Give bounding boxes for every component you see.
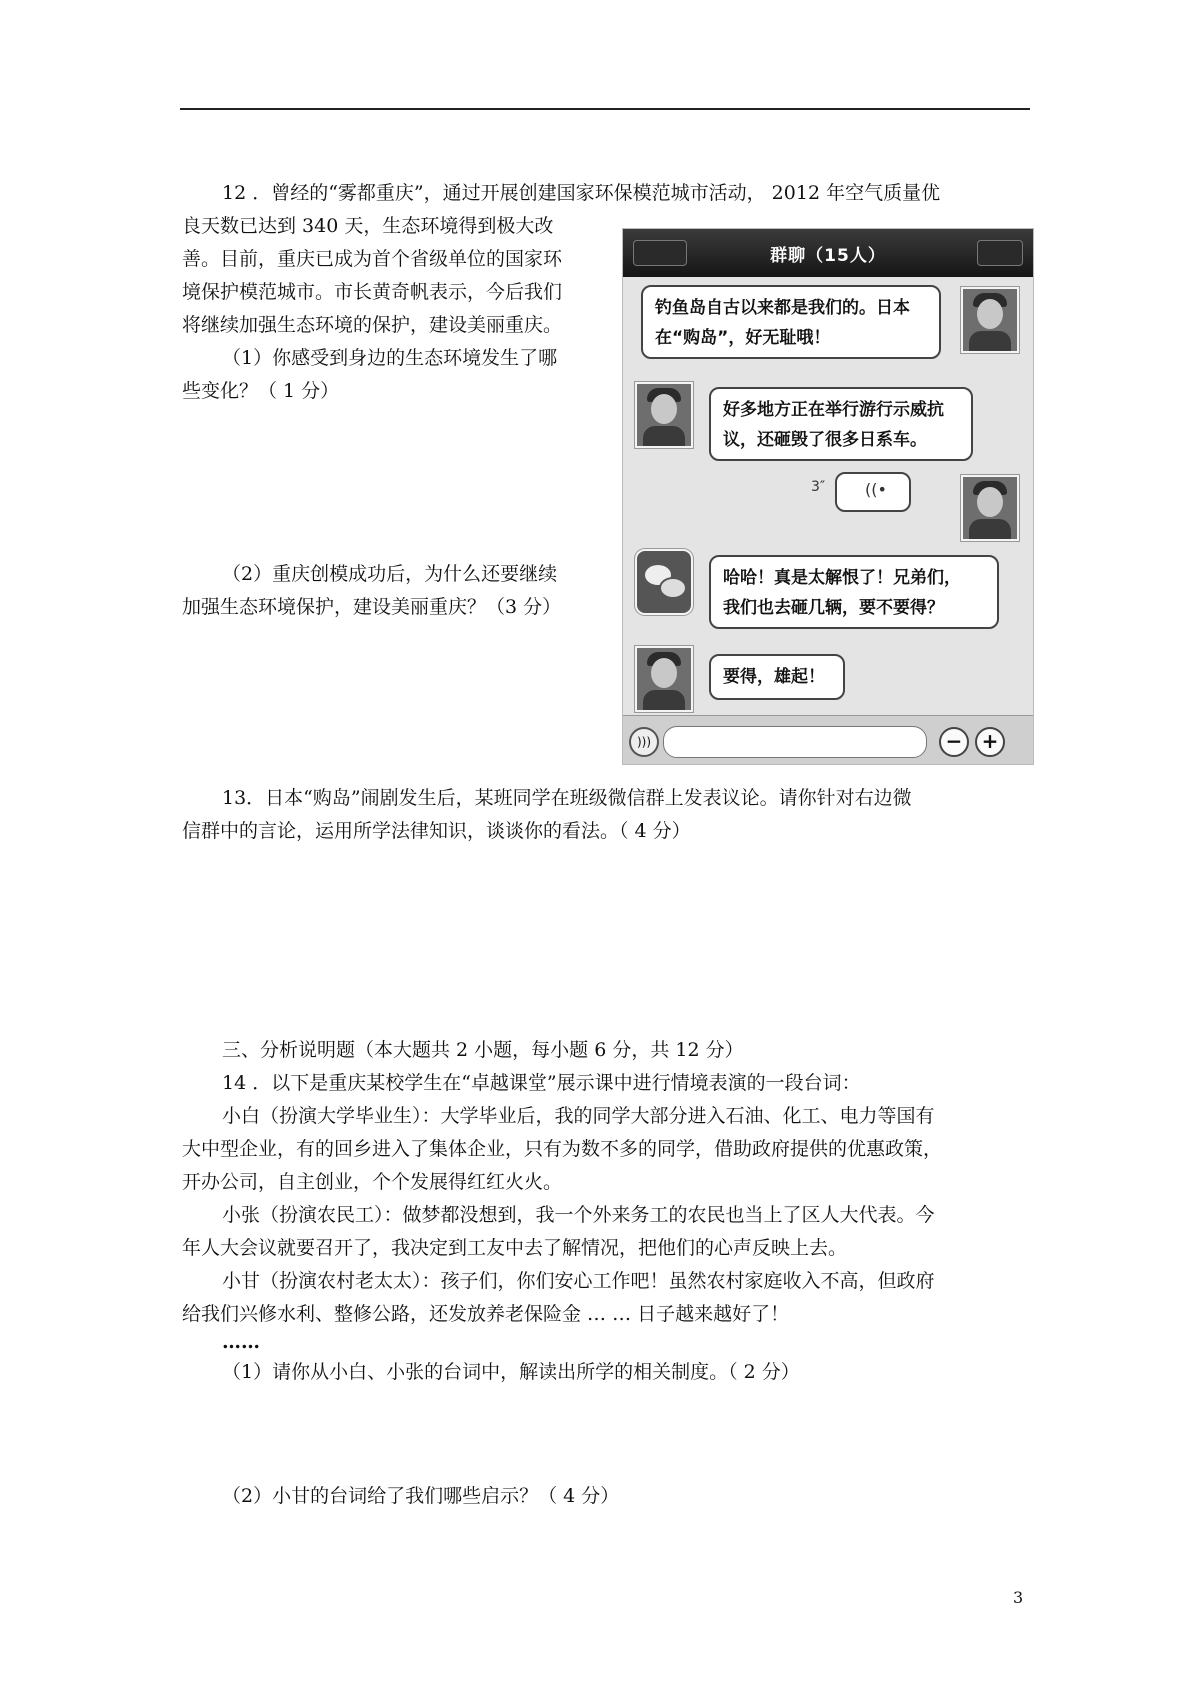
chat-message-3-line-1: 哈哈！真是太解恨了！兄弟们， [723,568,961,588]
emoji-minus-icon: − [939,727,969,757]
wechat-group-screenshot [622,228,1034,765]
voice-wave-icon: ((• [865,480,887,499]
q14-xiaozhang-line-1: 小张（扮演农民工）：做梦都没想到，我一个外来务工的农民也当上了区人大代表。今 [222,1204,935,1226]
chat-header [623,229,1033,277]
q14-xiaobai-line-3: 开办公司，自主创业，个个发展得红红火火。 [182,1171,563,1193]
q14-sub2: （2）小甘的台词给了我们哪些启示？（ 4 分） [222,1485,620,1507]
chat-input-field [663,726,927,758]
q13-line-1: 13．日本“购岛”闹剧发生后，某班同学在班级微信群上发表议论。请你针对右边微 [222,787,912,809]
q14-xiaobai-line-2: 大中型企业，有的回乡进入了集体企业，只有为数不多的同学，借助政府提供的优惠政策， [182,1138,943,1160]
chat-message-2 [709,387,973,461]
voice-message [835,472,911,512]
q14-xiaogan-line-2: 给我们兴修水利、整修公路，还发放养老保险金 … … 日子越来越好了！ [182,1303,790,1325]
chat-message-1-line-1: 钓鱼岛自古以来都是我们的。日本 [655,298,910,318]
q14-xiaozhang-line-2: 年人大会议就要召开了，我决定到工友中去了解情况，把他们的心声反映上去。 [182,1237,848,1259]
q14-xiaogan-line-1: 小甘（扮演农村老太太）：孩子们，你们安心工作吧！虽然农村家庭收入不高，但政府 [222,1270,935,1292]
wechat-logo-icon [635,549,693,615]
voice-message-length: 3″ [811,479,826,495]
chat-message-4: 要得，雄起！ [709,654,845,700]
q12-line-5: 将继续加强生态环境的保护，建设美丽重庆。 [182,314,563,336]
q14-sub1: （1）请你从小白、小张的台词中，解读出所学的相关制度。（ 2 分） [222,1361,800,1383]
q13-line-2: 信群中的言论，运用所学法律知识，谈谈你的看法。（ 4 分） [182,820,691,842]
avatar-user-2-icon [635,382,693,448]
avatar-user-1-icon [961,287,1019,353]
chat-message-3-line-2: 我们也去砸几辆，要不要得？ [723,598,944,618]
q12-line-4: 境保护模范城市。市长黄奇帆表示，今后我们 [182,281,563,303]
q12-line-2: 良天数已达到 340 天，生态环境得到极大改 [182,215,554,237]
q12-line-3: 善。目前，重庆已成为首个省级单位的国家环 [182,248,563,270]
more-button [977,240,1023,266]
q12-sub1-line-2: 些变化？（ 1 分） [182,380,340,402]
chat-input-bar [623,715,1033,765]
chat-message-1 [641,285,941,359]
q14-intro: 14 ．以下是重庆某校学生在“卓越课堂”展示课中进行情境表演的一段台词： [222,1072,861,1094]
chat-title: 群聊（15人） [770,246,886,266]
q12-sub2-line-2: 加强生态环境保护，建设美丽重庆？（3 分） [182,596,562,618]
page-number: 3 [1013,1588,1024,1607]
avatar-user-3-icon [635,646,693,712]
chat-message-2-line-2: 议，还砸毁了很多日系车。 [723,430,927,450]
chat-message-3 [709,555,999,629]
avatar-user-1-icon [961,475,1019,541]
voice-toggle-icon: ))) [629,727,659,757]
q12-line-1: 12 ．曾经的“雾都重庆”，通过开展创建国家环保模范城市活动， 2012 年空气质量优 [222,182,941,204]
add-plus-icon: + [975,727,1005,757]
q14-ellipsis: …… [222,1331,260,1353]
section-3-heading: 三、分析说明题（本大题共 2 小题，每小题 6 分，共 12 分） [222,1039,744,1061]
q12-sub1-line-1: （1）你感受到身边的生态环境发生了哪 [222,347,558,369]
q14-xiaobai-line-1: 小白（扮演大学毕业生）：大学毕业后，我的同学大部分进入石油、化工、电力等国有 [222,1105,935,1127]
chat-message-2-line-1: 好多地方正在举行游行示威抗 [723,400,944,420]
chat-message-1-line-2: 在“购岛”，好无耻哦！ [655,328,831,348]
header-rule [180,108,1030,110]
q12-sub2-line-1: （2）重庆创模成功后，为什么还要继续 [222,563,558,585]
